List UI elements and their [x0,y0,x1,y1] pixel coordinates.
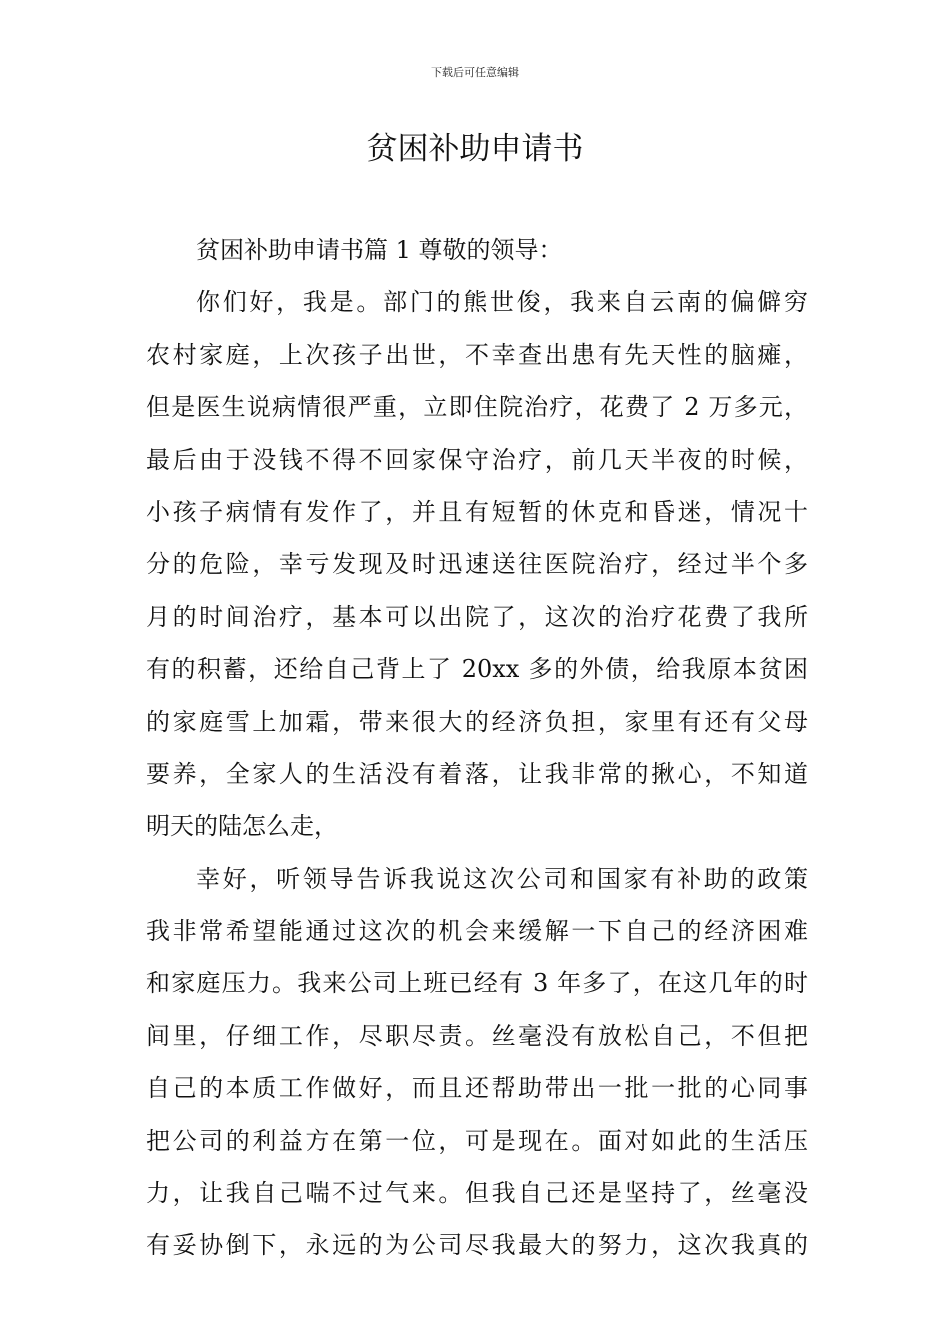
paragraph-2-line-10: 要养，全家人的生活没有着落，让我非常的揪心，不知道 [146,759,808,788]
paragraph-3-line-2: 我非常希望能通过这次的机会来缓解一下自己的经济困难 [146,917,808,946]
paragraph-2-line-5: 小孩子病情有发作了，并且有短暂的休克和昏迷，情况十 [146,497,808,526]
paragraph-2-line-11: 明天的陆怎么走， [146,812,338,841]
paragraph-3-line-7: 力，让我自己喘不过气来。但我自己还是坚持了，丝毫没 [146,1179,808,1208]
header-note: 下载后可任意编辑 [431,66,519,79]
paragraph-2-line-6: 分的危险，幸亏发现及时迅速送往医院治疗，经过半个多 [146,550,808,579]
paragraph-2-line-7: 月的时间治疗，基本可以出院了，这次的治疗花费了我所 [146,602,808,631]
paragraph-2-line-4: 最后由于没钱不得不回家保守治疗，前几天半夜的时候， [146,445,808,474]
paragraph-3-line-6: 把公司的利益方在第一位，可是现在。面对如此的生活压 [146,1126,808,1155]
paragraph-2-line-2: 农村家庭，上次孩子出世，不幸查出患有先天性的脑瘫， [146,340,808,369]
paragraph-2-line-3: 但是医生说病情很严重，立即住院治疗，花费了 2 万多元， [146,393,808,422]
paragraph-1-line-1: 贫困补助申请书篇 1 尊敬的领导： [196,236,563,264]
paragraph-2-line-9: 的家庭雪上加霜，带来很大的经济负担，家里有还有父母 [146,707,808,736]
paragraph-3-line-8: 有妥协倒下，永远的为公司尽我最大的努力，这次我真的 [146,1231,808,1260]
paragraph-3-line-4: 间里，仔细工作，尽职尽责。丝毫没有放松自己，不但把 [146,1021,808,1050]
paragraph-3-line-1: 幸好，听领导告诉我说这次公司和国家有补助的政策 [196,864,808,893]
paragraph-3-line-5: 自己的本质工作做好，而且还帮助带出一批一批的心同事 [146,1074,808,1103]
paragraph-3-line-3: 和家庭压力。我来公司上班已经有 3 年多了，在这几年的时 [146,969,808,998]
paragraph-2-line-8: 有的积蓄，还给自己背上了 20xx 多的外债，给我原本贫困 [146,655,808,684]
paragraph-2-line-1: 你们好，我是。部门的熊世俊，我来自云南的偏僻穷 [196,288,808,317]
document-body [146,224,808,1272]
document-title: 贫困补助申请书 [366,131,584,167]
